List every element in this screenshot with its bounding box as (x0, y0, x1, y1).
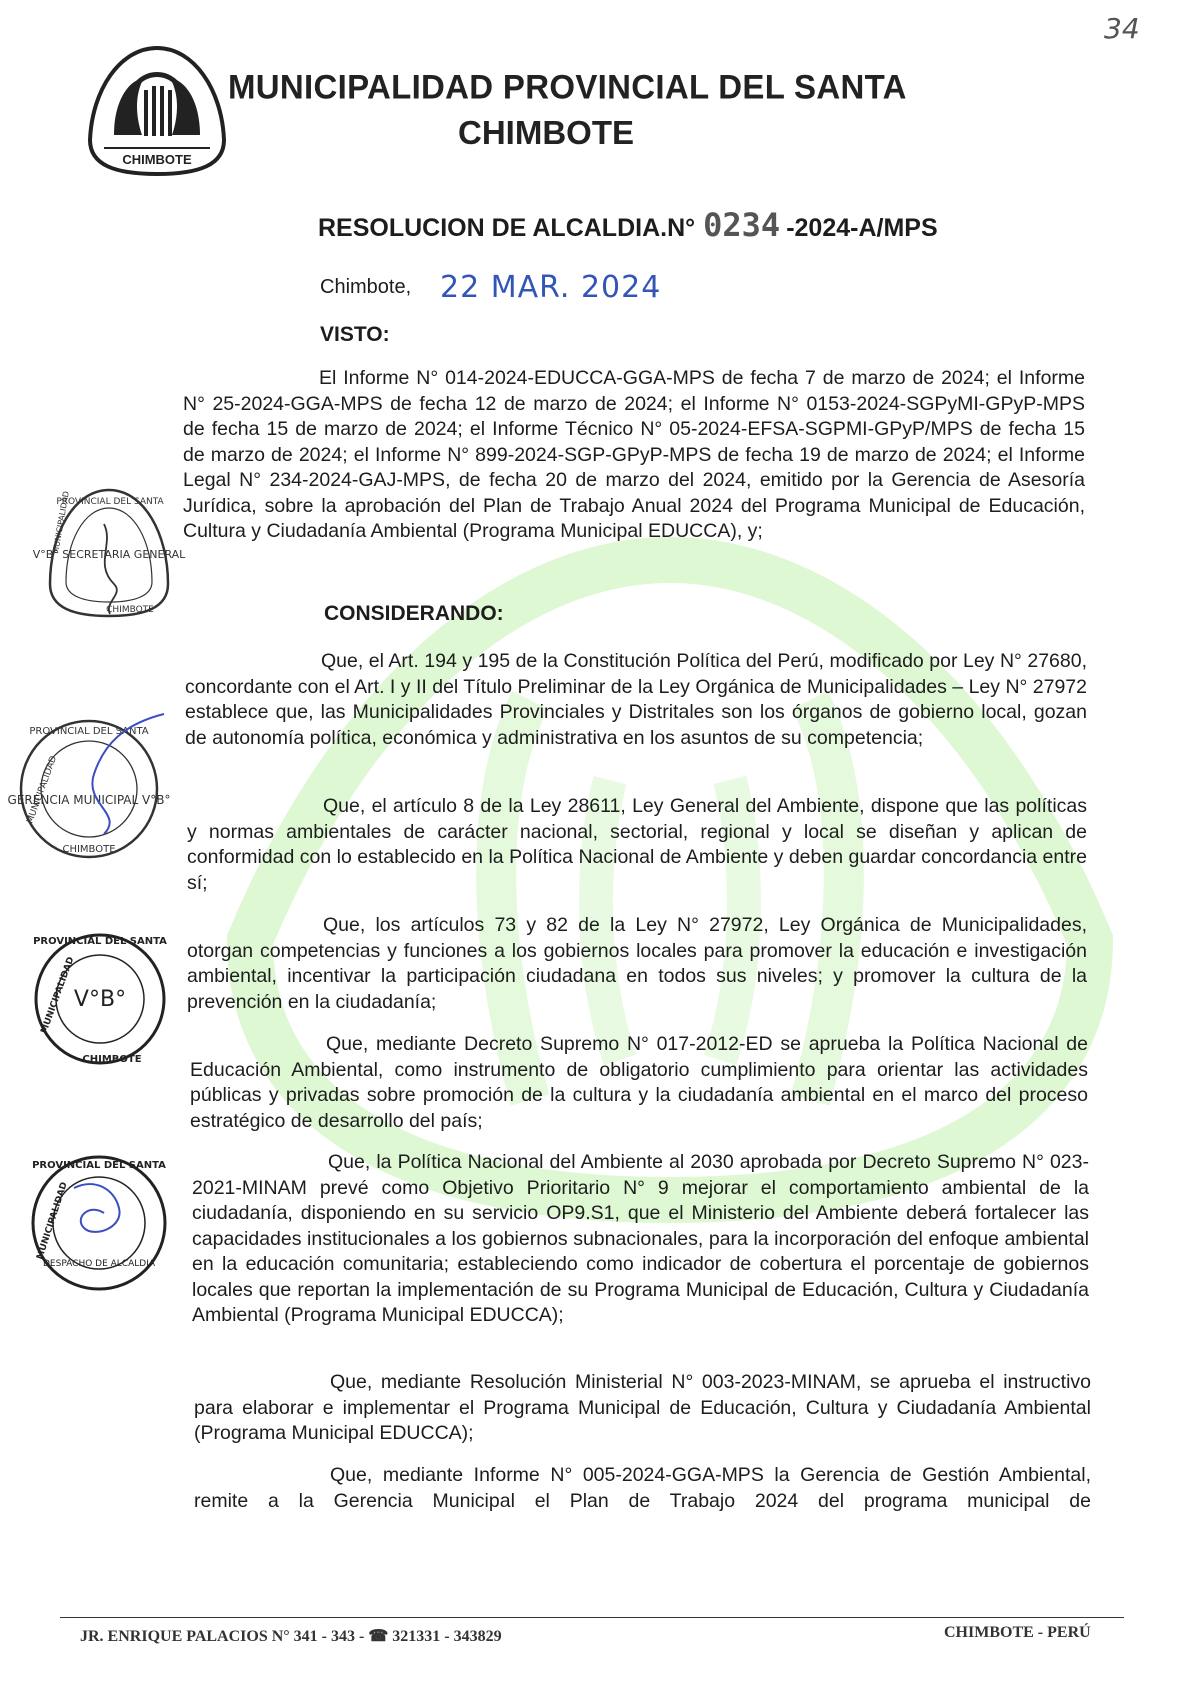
considerando-paragraph: Que, el Art. 194 y 195 de la Constitución Política del Perú, modificado por Ley N° 27680, concordante con el Art. I y II del Título Preliminar de la Ley Orgánica de Municipalidades – Ley N° 27972 establece que, las Municipalidades Provinciales y Distritales son los órganos de gobierno local, gozan de autonomía política, económica y administrativa en los asuntos de su competencia; (185, 650, 1087, 749)
considerando-paragraph: Que, mediante Decreto Supremo N° 017-2012-ED se aprueba la Política Nacional de Educación Ambiental, como instrumento de obligatorio cumplimiento para orientar las actividades públicas y privadas sobre promoción de la cultura y la ciudadanía ambiental en el marco del proceso estratégico de desarrollo del país; (190, 1033, 1088, 1132)
footer-city: CHIMBOTE - PERÚ (944, 1624, 1091, 1641)
svg-text:PROVINCIAL DEL SANTA: PROVINCIAL DEL SANTA (32, 1160, 166, 1171)
svg-text:V°B°: V°B° (73, 987, 127, 1012)
considerando-paragraph: Que, los artículos 73 y 82 de la Ley N° 27972, Ley Orgánica de Municipalidades, otorgan competencias y funciones a los gobiernos locales para promover la educación e investigación ambiental, incentivar la participación ciudadana en todos sus niveles; y promover la cultura de la prevención en la ciudadanía; (187, 914, 1087, 1013)
resolution-prefix: RESOLUCION DE ALCALDIA.N° (318, 214, 696, 242)
org-name: MUNICIPALIDAD PROVINCIAL DEL SANTA (228, 67, 907, 106)
svg-text:CHIMBOTE: CHIMBOTE (106, 605, 154, 615)
svg-text:PROVINCIAL DEL SANTA: PROVINCIAL DEL SANTA (29, 726, 149, 737)
svg-text:PROVINCIAL DEL SANTA: PROVINCIAL DEL SANTA (56, 497, 164, 507)
visto-heading: VISTO: (320, 323, 390, 346)
approval-seal-despacho (24, 1148, 174, 1298)
date-stamp: 22 MAR. 2024 (440, 270, 662, 305)
approval-seal-secretaria (32, 484, 186, 624)
date-place: Chimbote, (320, 276, 412, 298)
svg-text:PROVINCIAL DEL SANTA: PROVINCIAL DEL SANTA (33, 936, 167, 947)
svg-text:CHIMBOTE: CHIMBOTE (82, 1054, 142, 1065)
svg-text:V°B° SECRETARIA GENERAL: V°B° SECRETARIA GENERAL (32, 548, 186, 561)
considerando-heading: CONSIDERANDO: (324, 602, 504, 625)
footer-divider (60, 1617, 1124, 1618)
municipality-logo (84, 40, 230, 180)
footer-address: JR. ENRIQUE PALACIOS N° 341 - 343 - ☎ 321331 - 343829 (80, 1628, 502, 1645)
svg-text:DESPACHO DE ALCALDIA: DESPACHO DE ALCALDIA (42, 1259, 156, 1269)
logo-label: CHIMBOTE (122, 152, 192, 167)
org-city: CHIMBOTE (458, 114, 634, 151)
considerando-paragraph: Que, la Política Nacional del Ambiente al 2030 aprobada por Decreto Supremo N° 023-2021-MINAM prevé como Objetivo Prioritario N° 9 mejorar el comportamiento ambiental de la ciudadanía, disponiendo en su servicio OP9.S1, que el Ministerio del Ambiente deberá fortalecer las capacidades institucionales a los gobiernos subnacionales, para la incorporación del enfoque ambiental en la educación comunitaria; estableciendo como indicador de cobertura el porcentaje de gobiernos locales que reportan la implementación de su Programa Municipal de Educación, Cultura y Ciudadanía Ambiental (Programa Municipal EDUCCA); (192, 1151, 1089, 1326)
svg-text:MUNICIPALIDAD: MUNICIPALIDAD (35, 1180, 70, 1261)
approval-seal-gerencia (7, 714, 171, 864)
svg-text:MUNICIPALIDAD: MUNICIPALIDAD (25, 754, 60, 826)
visto-paragraph: El Informe N° 014-2024-EDUCCA-GGA-MPS de fecha 7 de marzo de 2024; el Informe N° 25-2024-GGA-MPS de fecha 12 de marzo de 2024; el Informe N° 0153-2024-SGPyMI-GPyP-MPS de fecha 15 de marzo de 2024; el Informe Técnico N° 05-2024-EFSA-SGPMI-GPyP/MPS de fecha 15 de marzo de 2024; el Informe N° 899-2024-SGP-GPyP-MPS de fecha 19 de marzo de 2024; el Informe Legal N° 234-2024-GAJ-MPS, de fecha 20 de marzo del 2024, emitido por la Gerencia de Asesoría Jurídica, sobre la aprobación del Plan de Trabajo Anual 2024 del Programa Municipal de Educación, Cultura y Ciudadanía Ambiental (Programa Municipal EDUCCA), y; (183, 367, 1085, 542)
resolution-title (318, 206, 938, 244)
considerando-paragraph: Que, mediante Informe N° 005-2024-GGA-MPS la Gerencia de Gestión Ambiental, remite a la Gerencia Municipal el Plan de Trabajo 2024 del programa municipal de (194, 1464, 1091, 1512)
resolution-suffix: -2024-A/MPS (786, 214, 938, 242)
considerando-paragraph: Que, el artículo 8 de la Ley 28611, Ley General del Ambiente, dispone que las políticas y normas ambientales de carácter nacional, sectorial, regional y local se diseñan y aplican de conformidad con lo establecido en la Política Nacional de Ambiente y deben guardar concordancia entre sí; (187, 795, 1087, 894)
resolution-number: 0234 (703, 206, 781, 244)
svg-text:GERENCIA MUNICIPAL V°B°: GERENCIA MUNICIPAL V°B° (7, 793, 171, 807)
approval-seal-vobo (30, 924, 170, 1074)
svg-text:MUNICIPALIDAD: MUNICIPALIDAD (39, 955, 77, 1036)
svg-text:CHIMBOTE: CHIMBOTE (62, 844, 116, 855)
svg-text:MUNICIPALIDAD: MUNICIPALIDAD (51, 490, 71, 555)
considerando-paragraph: Que, mediante Resolución Ministerial N° 003-2023-MINAM, se aprueba el instructivo para elaborar e implementar el Programa Municipal de Educación, Cultura y Ciudadanía Ambiental (Programa Municipal EDUCCA); (194, 1371, 1091, 1444)
page-number: 34 (1104, 12, 1140, 45)
